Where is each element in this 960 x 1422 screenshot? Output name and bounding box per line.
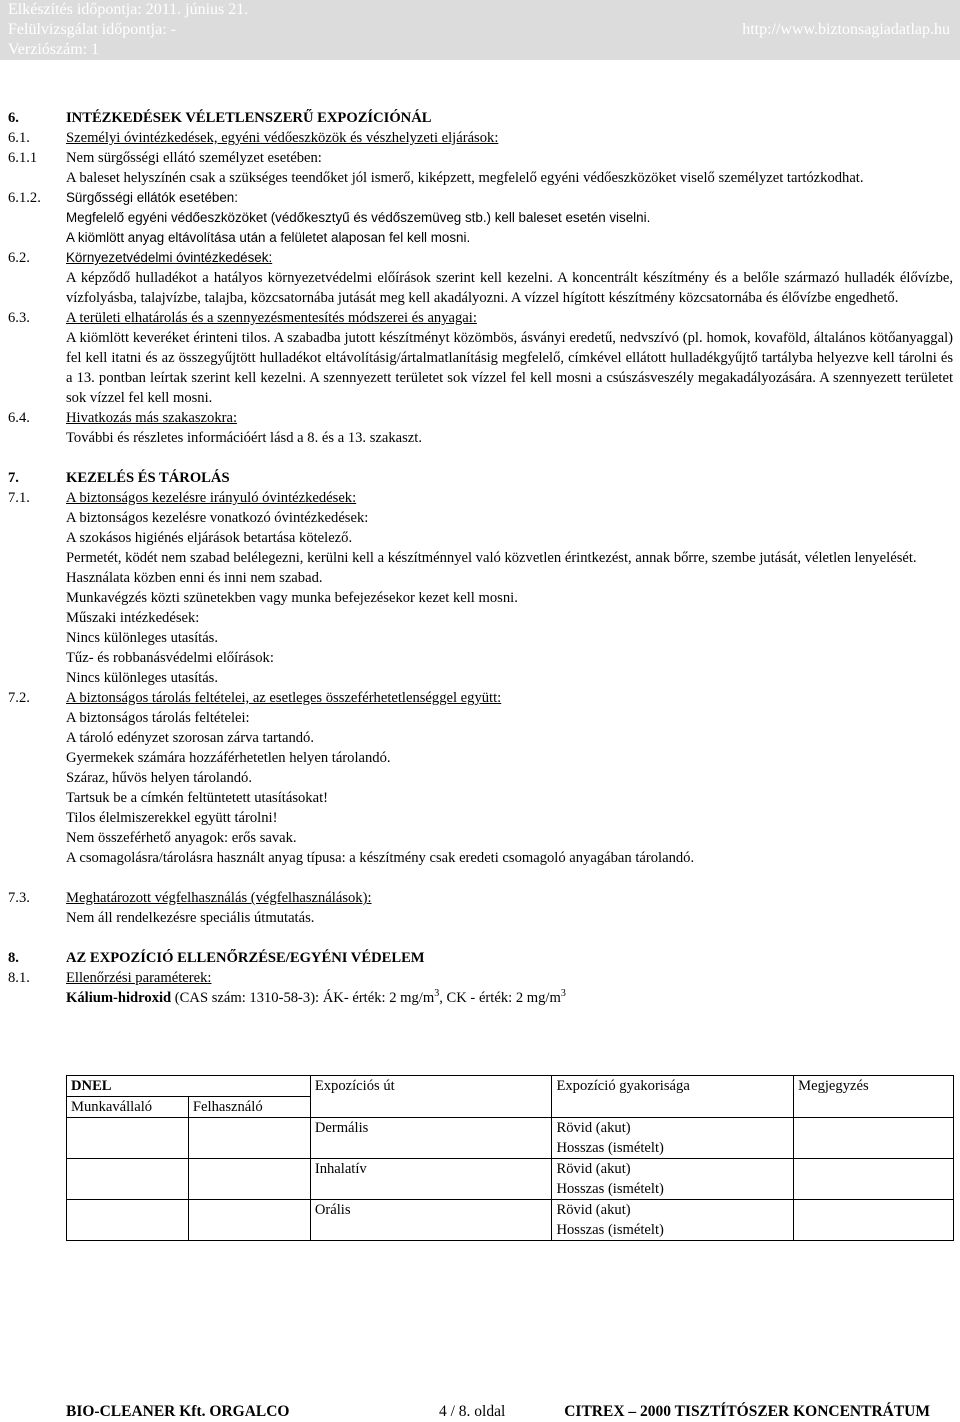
created-date: Elkészítés időpontja: 2011. június 21. xyxy=(8,1,249,18)
section-6-heading: 6. INTÉZKEDÉSEK VÉLETLENSZERŰ EXPOZÍCIÓNÁL xyxy=(8,110,432,126)
table-row: Inhalatív Rövid (akut) Hosszas (ismételt) xyxy=(67,1159,954,1200)
section-6-1-1-text: A baleset helyszínén csak a szükséges teendőket jól ismerő, kiképzett, megfelelő egyéni védőeszközöket viselő személyzet tartózkodhat. xyxy=(66,170,864,186)
section-7-1: 7.1. A biztonságos kezelésre irányuló óvintézkedések: A biztonságos kezelésre vonatkozó óvintézkedések: A szokásos higiénés eljárások betartása kötelező. Permetét, ködét nem szabad belélegezni, kerülni kell a készítménnyel való közvetlen érintkezést, annak bőrre, szembe jutását, véletlen lenyelését. Használata közben enni és inni nem szabad. Munkavégzés közti szünetekben vagy munka befejezésekor kezet kell mosni. Műszaki intézkedések: Nincs különleges utasítás. Tűz- és robbanásvédelmi előírások: Nincs különleges utasítás. xyxy=(8,490,917,686)
table-row: Dermális Rövid (akut) Hosszas (ismételt) xyxy=(67,1118,954,1159)
frequency-header: Expozíció gyakorisága xyxy=(552,1076,794,1118)
table-row: Orális Rövid (akut) Hosszas (ismételt) xyxy=(67,1200,954,1241)
revision-date: Felülvizsgálat időpontja: - xyxy=(8,21,176,38)
dnel-table xyxy=(66,1075,954,1241)
user-header: Felhasználó xyxy=(188,1097,310,1118)
section-8-1: 8.1. Ellenőrzési paraméterek: Kálium-hidroxid (CAS szám: 1310-58-3): ÁK- érték: 2 $mg/m^3$, CK - érték: 2 $mg/m^3$ xyxy=(8,968,953,1008)
exposure-limits: Kálium-hidroxid (CAS szám: 1310-58-3): ÁK- érték: 2 $mg/m^3$, CK - érték: 2 $mg/m^3$ xyxy=(66,988,566,1006)
footer-page-number: 4 / 8. oldal xyxy=(439,1403,506,1420)
route-header: Expozíciós út xyxy=(310,1076,552,1118)
document-body xyxy=(8,108,953,1008)
header-meta xyxy=(8,0,248,60)
worker-header: Munkavállaló xyxy=(67,1097,189,1118)
section-8-heading: 8. AZ EXPOZÍCIÓ ELLENŐRZÉSE/EGYÉNI VÉDELEM xyxy=(8,950,425,966)
page-footer xyxy=(66,1402,930,1422)
section-7-heading: 7. KEZELÉS ÉS TÁROLÁS xyxy=(8,470,230,486)
dnel-header: DNEL xyxy=(67,1076,311,1097)
section-6-4: 6.4. Hivatkozás más szakaszokra: További és részletes információért lásd a 8. és a 13. szakaszt. xyxy=(8,410,422,446)
header-url[interactable]: http://www.biztonsagiadatlap.hu xyxy=(742,21,950,38)
note-header: Megjegyzés xyxy=(794,1076,954,1118)
section-6-1-2: 6.1.2. Sürgősségi ellátók esetében: Megfelelő egyéni védőeszközöket (védőkesztyű és védőszemüveg stb.) kell baleset esetén viselni. A kiömlött anyag eltávolítása után a felületet alaposan fel kell mosni. xyxy=(8,190,651,245)
section-6-2: 6.2. Környezetvédelmi óvintézkedések: A képződő hulladékot a hatályos környezetvédelmi előírások szerint kell kezelni. A koncentrált készítmény és a belőle származó hulladék élővízbe, vízfolyásba, talajvízbe, talajba, közcsatornába jutását meg kell akadályozni. A vízzel hígított készítmény közcsatornába és élővízbe engedhető. xyxy=(8,250,953,306)
footer-product: CITREX – 2000 TISZTÍTÓSZER KONCENTRÁTUM xyxy=(564,1403,930,1420)
section-7-2: 7.2. A biztonságos tárolás feltételei, az esetleges összeférhetetlenséggel együtt: A biztonságos tárolás feltételei: A tároló edényzet szorosan zárva tartandó. Gyermekek számára hozzáférhetetlen helyen tárolandó. Száraz, hűvös helyen tárolandó. Tartsuk be a címkén feltüntetett utasításokat! Tilos élelmiszerekkel együtt tárolni! Nem összeférhető anyagok: erős savak. A csomagolásra/tárolásra használt anyag típusa: a készítmény csak eredeti csomagoló anyagában tárolandó. xyxy=(8,690,695,866)
version-number: Verziószám: 1 xyxy=(8,41,100,58)
section-6-1-1: 6.1.1 Nem sürgősségi ellátó személyzet esetében: A baleset helyszínén csak a szükséges teendőket jól ismerő, kiképzett, megfelelő egyéni védőeszközöket viselő személyzet tartózkodhat. xyxy=(8,148,953,188)
table-header-row xyxy=(67,1076,954,1097)
section-7-3: 7.3. Meghatározott végfelhasználás (végfelhasználások): Nem áll rendelkezésre speciális útmutatás. xyxy=(8,890,372,926)
footer-company: BIO-CLEANER Kft. ORGALCO xyxy=(66,1403,290,1420)
section-6-3: 6.3. A területi elhatárolás és a szennyezésmentesítés módszerei és anyagai: A kiömlött keveréket érinteni tilos. A szabadba jutott készítményt közömbös, ásványi eredetű, nedvszívó (pl. homok, kovaföld, általános kötőanyaggal) fel kell itatni és az összegyűjtött hulladékot eltávolításig/ártalmatlanításig megfelelő, címkével ellátott hulladékgyűjtő tartályba helyezve kell tárolni és a 13. pontban leírtak szerint kell kezelni. A szennyezett területet sok vízzel fel kell mosni a csúszásveszély megakadályozására. A szennyezett területet sok vízzel fel kell mosni. xyxy=(8,310,953,406)
section-6-1: 6.1. Személyi óvintézkedések, egyéni védőeszközök és vészhelyzeti eljárások: xyxy=(8,130,499,146)
page-header xyxy=(0,0,960,60)
